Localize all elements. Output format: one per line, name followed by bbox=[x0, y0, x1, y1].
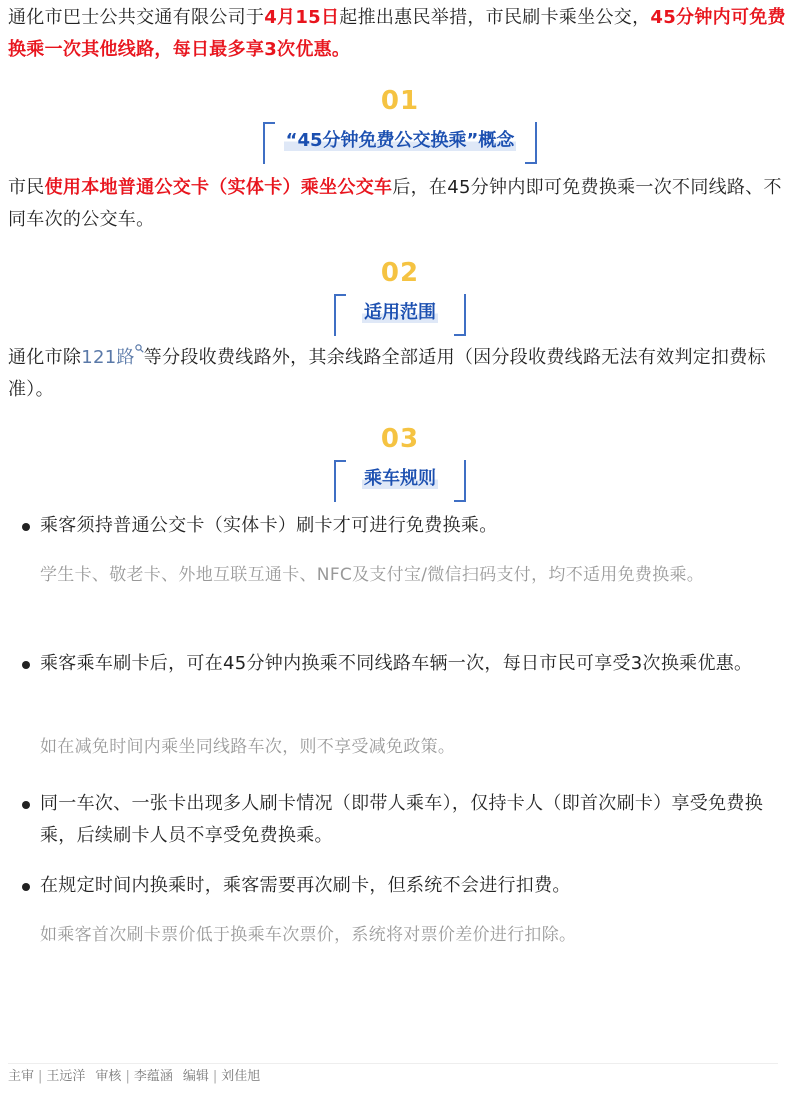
section-title: “45分钟免费公交换乘”概念 bbox=[285, 130, 515, 151]
bullet-icon bbox=[22, 661, 30, 669]
editor-name: 刘佳旭 bbox=[221, 1069, 261, 1084]
chief-editor-name: 王远洋 bbox=[46, 1069, 86, 1084]
concept-text-2: 后，在45分钟内即可免费换乘一次不同线路、不同车次的公交车。 bbox=[8, 177, 782, 230]
section-title: 适用范围 bbox=[364, 302, 436, 323]
search-icon[interactable] bbox=[135, 344, 144, 355]
section-number: 03 bbox=[380, 424, 420, 454]
section-header-scope bbox=[0, 258, 800, 348]
rule-note: 如在减免时间内乘坐同线路车次，则不享受减免政策。 bbox=[40, 737, 456, 757]
scope-text: 通化市除 bbox=[8, 347, 82, 368]
section-title-frame bbox=[334, 460, 466, 502]
section-title: 乘车规则 bbox=[364, 468, 436, 489]
concept-paragraph bbox=[8, 172, 786, 236]
rule-note: 学生卡、敬老卡、外地互联互通卡、NFC及支付宝/微信扫码支付，均不适用免费换乘。 bbox=[40, 565, 705, 585]
route-link[interactable]: 121路 bbox=[81, 347, 135, 368]
section-number: 01 bbox=[380, 86, 420, 116]
footer-divider bbox=[8, 1063, 778, 1064]
separator: | bbox=[38, 1069, 43, 1084]
section-title-frame bbox=[334, 294, 466, 336]
concept-highlight: 使用本地普通公交卡（实体卡）乘坐公交车 bbox=[44, 177, 393, 198]
reviewer-name: 李蕴涵 bbox=[133, 1069, 173, 1084]
intro-date: 4月15日 bbox=[264, 7, 340, 28]
bullet-icon bbox=[22, 523, 30, 531]
rule-note: 如乘客首次刷卡票价低于换乘车次票价，系统将对票价差价进行扣除。 bbox=[40, 925, 577, 945]
separator: | bbox=[125, 1069, 130, 1084]
rule-item: 在规定时间内换乘时，乘客需要再次刷卡，但系统不会进行扣费。 bbox=[40, 875, 571, 896]
credits-footer bbox=[8, 1068, 260, 1086]
section-title-frame bbox=[263, 122, 537, 164]
editor-label: 编辑 bbox=[182, 1069, 209, 1084]
section-header-rules bbox=[0, 424, 800, 514]
rule-item: 同一车次、一张卡出现多人刷卡情况（即带人乘车），仅持卡人（即首次刷卡）享受免费换乘，后续刷卡人员不享受免费换乘。 bbox=[40, 793, 763, 846]
intro-highlight: 45分钟内可免费换乘一次其他线路，每日最多享3次优惠。 bbox=[8, 7, 786, 60]
chief-editor-label: 主审 bbox=[8, 1069, 35, 1084]
bullet-icon bbox=[22, 883, 30, 891]
bullet-icon bbox=[22, 801, 30, 809]
intro-text-2: 起推出惠民举措，市民刷卡乘坐公交， bbox=[339, 7, 651, 28]
separator: | bbox=[212, 1069, 218, 1084]
concept-text: 市民 bbox=[8, 177, 45, 198]
rule-item: 乘客须持普通公交卡（实体卡）刷卡才可进行免费换乘。 bbox=[40, 515, 498, 536]
scope-text-2: 等分段收费线路外，其余线路全部适用（因分段收费线路无法有效判定扣费标准）。 bbox=[8, 347, 766, 400]
rule-item: 乘客乘车刷卡后，可在45分钟内换乘不同线路车辆一次，每日市民可享受3次换乘优惠。 bbox=[40, 653, 753, 674]
section-number: 02 bbox=[380, 258, 420, 288]
section-header-concept bbox=[0, 86, 800, 176]
reviewer-label: 审核 bbox=[95, 1069, 122, 1084]
intro-text: 通化市巴士公共交通有限公司于 bbox=[8, 7, 265, 28]
intro-paragraph bbox=[8, 2, 786, 66]
scope-paragraph bbox=[8, 342, 786, 406]
